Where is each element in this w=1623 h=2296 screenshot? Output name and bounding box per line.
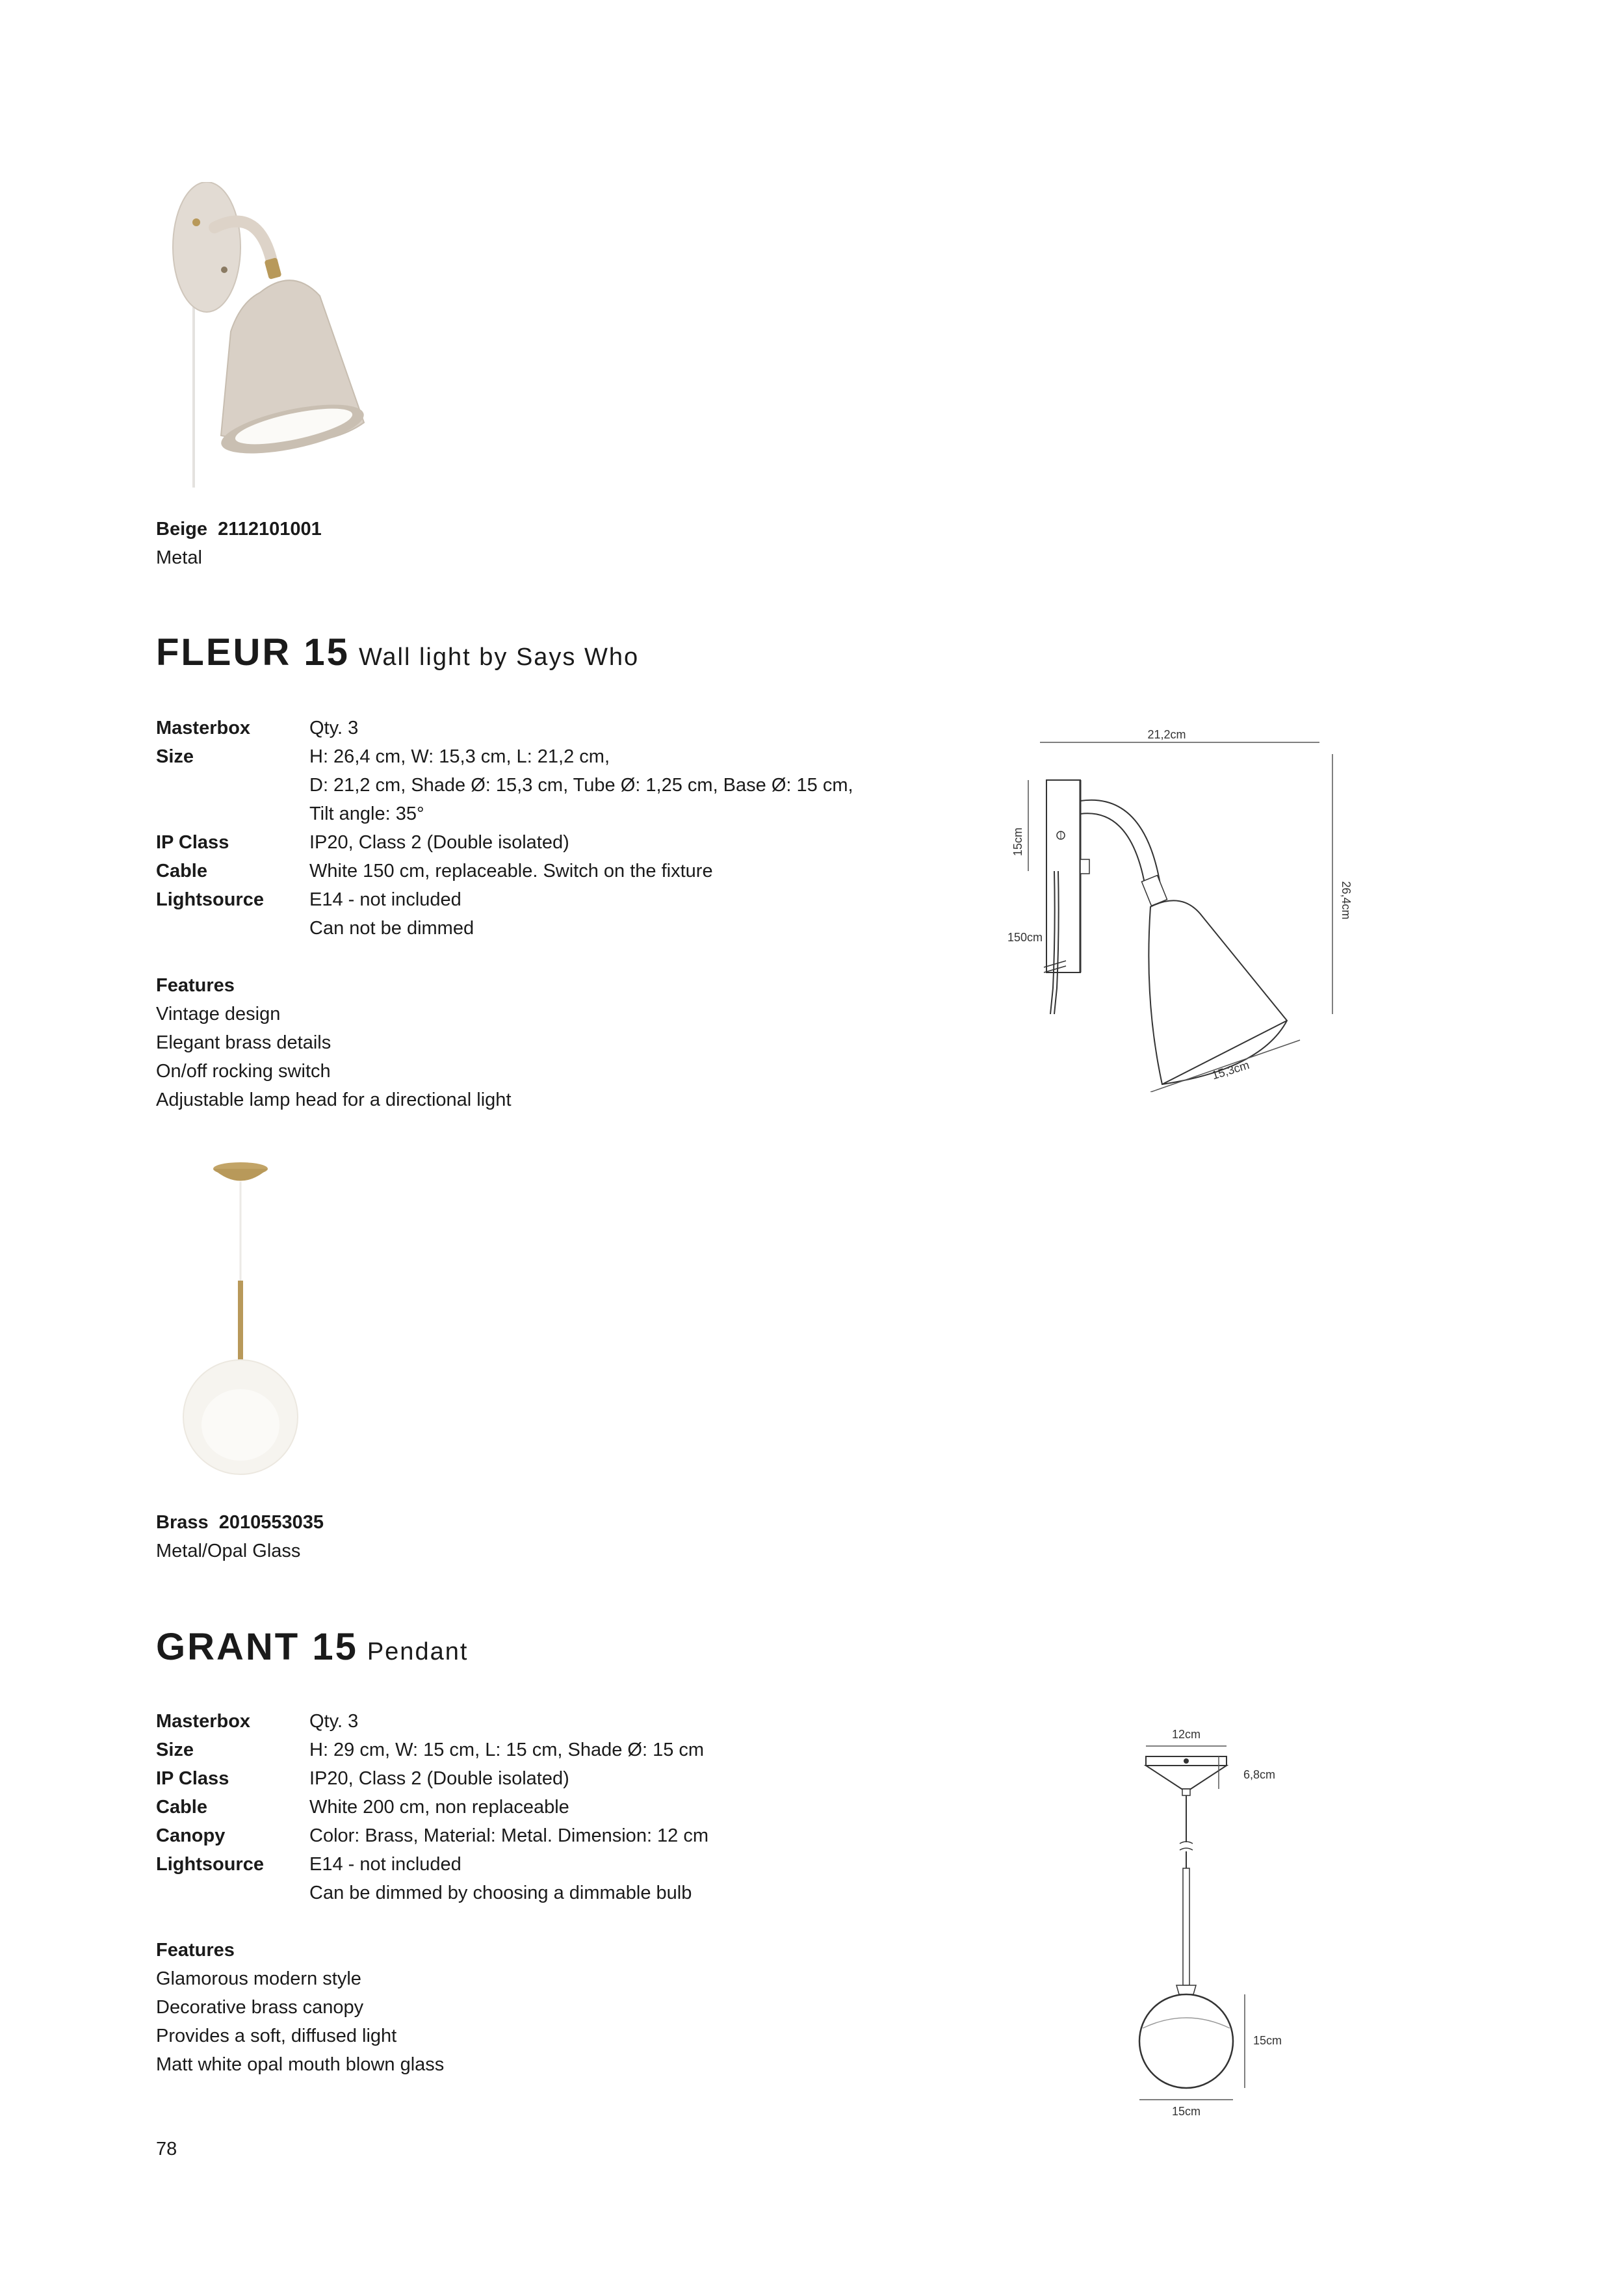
fleur-dimension-drawing [988,715,1378,1092]
grant-dimension-drawing [1105,1716,1300,2119]
grant-product-photo [175,1144,338,1482]
grant-spec-table [156,1707,708,1907]
product-name: FLEUR 15 [156,631,350,673]
spec-key: Masterbox [156,1711,251,1732]
dim-globe-height-label: 15cm [1253,2034,1282,2047]
spec-row [156,1850,708,1879]
spec-value: E14 - not included [309,1854,461,1875]
fleur-features [156,971,512,1114]
spec-row [156,1821,708,1850]
features-heading: Features [156,1940,235,1961]
spec-value: Qty. 3 [309,718,359,738]
spec-key: Canopy [156,1825,226,1846]
spec-value: White 200 cm, non replaceable [309,1797,569,1818]
feature-item: Glamorous modern style [156,1968,361,1989]
variant-code: 2112101001 [218,519,322,540]
dim-canopy-width-label: 12cm [1171,1728,1201,1741]
dim-length-label: 21,2cm [1147,728,1186,741]
spec-key: IP Class [156,832,229,853]
spec-value: IP20, Class 2 (Double isolated) [309,1768,569,1789]
feature-item: Adjustable lamp head for a directional light [156,1089,512,1110]
grant-variant [156,1508,324,1565]
variant-code: 2010553035 [218,1512,324,1533]
spec-value: Qty. 3 [309,1711,359,1732]
feature-item: Elegant brass details [156,1032,331,1053]
spec-value: IP20, Class 2 (Double isolated) [309,832,569,853]
spec-row [156,885,853,914]
spec-key: Size [156,746,194,767]
page-number: 78 [156,2139,177,2159]
feature-item: Vintage design [156,1004,281,1024]
product-subtitle: Wall light by Says Who [358,644,640,671]
spec-value: D: 21,2 cm, Shade Ø: 15,3 cm, Tube Ø: 1,25 cm, Base Ø: 15 cm, [309,775,853,796]
variant-color: Brass [156,1512,209,1533]
feature-item: Decorative brass canopy [156,1997,364,2018]
spec-key: IP Class [156,1768,229,1789]
feature-item: Matt white opal mouth blown glass [156,2054,445,2075]
fleur-product-photo [149,182,429,494]
spec-value: Can not be dimmed [309,918,474,939]
spec-row [156,1879,708,1907]
spec-row [156,1707,708,1736]
spec-value: Can be dimmed by choosing a dimmable bulb [309,1883,692,1903]
product-name: GRANT 15 [156,1626,358,1668]
dim-height-label: 26,4cm [1340,881,1353,920]
spec-row [156,914,853,943]
dim-canopy-height-label: 6,8cm [1243,1768,1276,1781]
spec-row [156,742,853,771]
spec-key: Size [156,1740,194,1760]
spec-row [156,1793,708,1821]
variant-material: Metal/Opal Glass [156,1541,301,1561]
spec-value: H: 29 cm, W: 15 cm, L: 15 cm, Shade Ø: 15 cm [309,1740,705,1760]
spec-value: White 150 cm, replaceable. Switch on the fixture [309,861,713,881]
spec-key: Cable [156,1797,207,1818]
grant-title [156,1625,468,1669]
spec-key: Lightsource [156,1854,264,1875]
spec-value: Tilt angle: 35° [309,803,424,824]
spec-value: E14 - not included [309,889,461,910]
spec-row [156,828,853,857]
spec-row [156,714,853,742]
fleur-variant [156,515,322,572]
spec-row [156,857,853,885]
fleur-spec-table [156,714,853,943]
grant-features [156,1936,444,2079]
spec-row [156,1736,708,1764]
dim-cable-label: 150cm [1007,931,1043,944]
features-heading: Features [156,975,235,996]
product-subtitle: Pendant [367,1638,469,1665]
spec-row [156,1764,708,1793]
spec-row [156,800,853,828]
spec-key: Masterbox [156,718,251,738]
dim-shade-label: 15,3cm [1210,1058,1251,1082]
spec-row [156,771,853,800]
fleur-title [156,631,639,674]
dim-globe-width-label: 15cm [1171,2105,1201,2118]
variant-color: Beige [156,519,207,540]
spec-key: Cable [156,861,207,881]
feature-item: On/off rocking switch [156,1061,331,1082]
spec-value: H: 26,4 cm, W: 15,3 cm, L: 21,2 cm, [309,746,610,767]
feature-item: Provides a soft, diffused light [156,2026,397,2046]
dim-base-label: 15cm [1011,827,1024,857]
spec-value: Color: Brass, Material: Metal. Dimension: 12 cm [309,1825,709,1846]
spec-key: Lightsource [156,889,264,910]
variant-material: Metal [156,547,202,568]
